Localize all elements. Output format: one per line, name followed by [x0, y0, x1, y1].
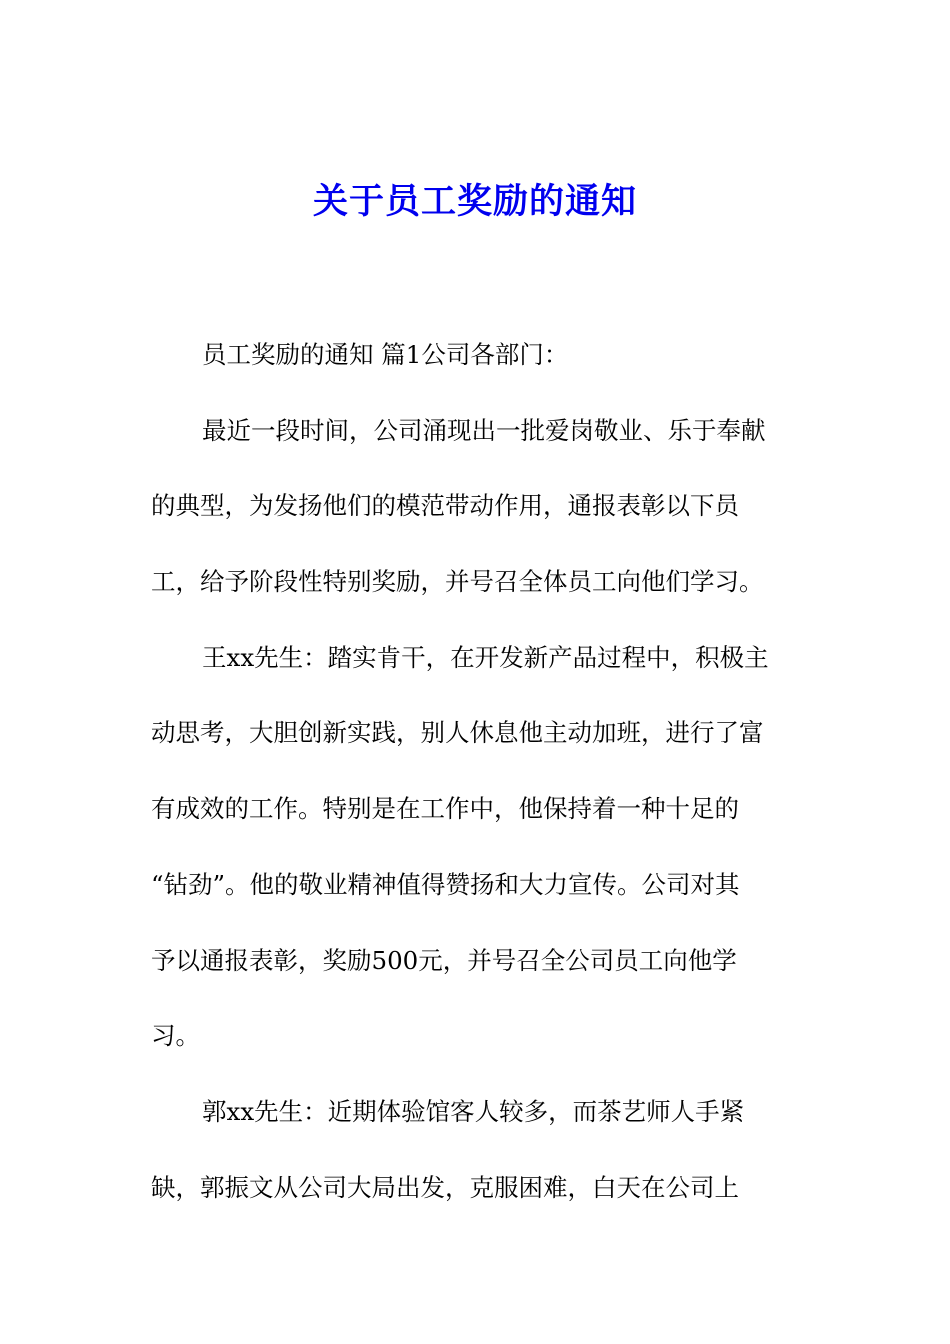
body-line: 工，给予阶段性特别奖励，并号召全体员工向他们学习。 — [151, 567, 764, 597]
body-line: 王xx先生：踏实肯干，在开发新产品过程中，积极主 — [202, 642, 769, 672]
body-line: 动思考，大胆创新实践，别人休息他主动加班，进行了富 — [151, 718, 764, 748]
body-line: 有成效的工作。特别是在工作中，他保持着一种十足的 — [151, 794, 739, 824]
body-line: 习。 — [151, 1021, 200, 1051]
body-line: 的典型，为发扬他们的模范带动作用，通报表彰以下员 — [151, 491, 739, 521]
document-title: 关于员工奖励的通知 — [312, 181, 637, 222]
body-line: 缺，郭振文从公司大局出发，克服困难，白天在公司上 — [151, 1172, 739, 1202]
body-line: 员工奖励的通知 篇1公司各部门： — [202, 340, 569, 369]
body-line: 予以通报表彰，奖励500元，并号召全公司员工向他学 — [151, 945, 737, 975]
body-line: 最近一段时间，公司涌现出一批爱岗敬业、乐于奉献 — [202, 415, 766, 445]
body-line: “钻劲”。他的敬业精神值得赞扬和大力宣传。公司对其 — [151, 869, 740, 899]
body-line: 郭xx先生：近期体验馆客人较多，而茶艺师人手紧 — [202, 1096, 745, 1126]
document-body — [151, 326, 811, 1234]
